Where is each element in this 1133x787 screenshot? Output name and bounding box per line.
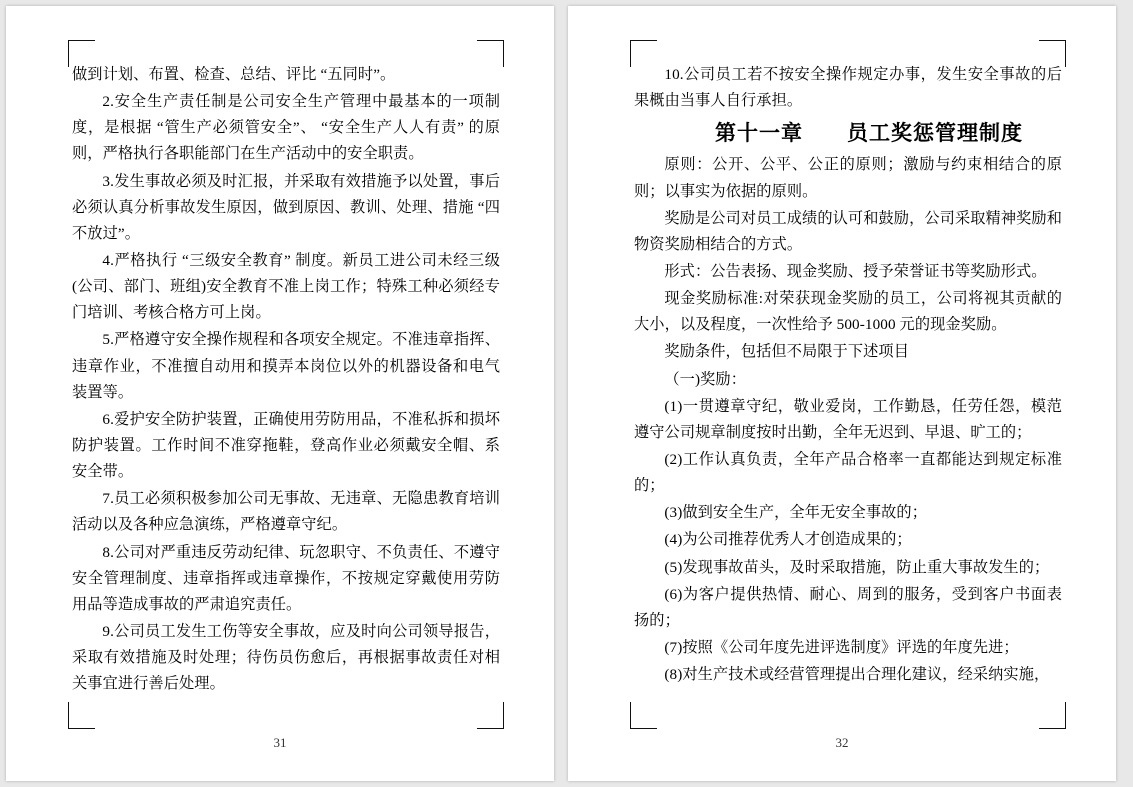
paragraph: 10.公司员工若不按安全操作规定办事，发生安全事故的后果概由当事人自行承担。 bbox=[634, 66, 1062, 110]
paragraph: 3.发生事故必须及时汇报，并采取有效措施予以处置，事后必须认真分析事故发生原因，做到原因、教训、处理、措施 “四不放过”。 bbox=[72, 172, 500, 242]
document-page-left bbox=[6, 6, 554, 781]
document-page-right bbox=[568, 6, 1116, 781]
paragraph: 4.严格执行 “三级安全教育” 制度。新员工进公司未经三级(公司、部门、班组)安全教育不准上岗工作；特殊工种必须经专门培训、考核合格方可上岗。 bbox=[72, 251, 500, 322]
paragraph: 5.严格遵守安全操作规程和各项安全规定。不准违章指挥、违章作业，不准擅自动用和摸弄本岗位以外的机器设备和电气装置等。 bbox=[72, 331, 500, 401]
paragraph: (5)发现事故苗头，及时采取措施，防止重大事故发生的； bbox=[664, 558, 1050, 576]
paragraph: 7.员工必须积极参加公司无事故、无违章、无隐患教育培训活动以及各种应急演练，严格遵章守纪。 bbox=[72, 490, 500, 534]
paragraph: (6)为客户提供热情、耐心、周到的服务，受到客户书面表扬的； bbox=[634, 585, 1062, 629]
paragraph: 6.爱护安全防护装置，正确使用劳防用品，不准私拆和损坏防护装置。工作时间不准穿拖鞋，登高作业必须戴安全帽、系安全带。 bbox=[72, 410, 500, 481]
paragraph: 做到计划、布置、检查、总结、评比 “五同时”。 bbox=[72, 66, 396, 83]
paragraph: （一)奖励： bbox=[664, 370, 746, 388]
paragraph: 现金奖励标准:对荣获现金奖励的员工，公司将视其贡献的大小，以及程度，一次性给予 500-1000 元的现金奖励。 bbox=[634, 290, 1062, 334]
page-number: 32 bbox=[835, 735, 849, 750]
paragraph: 2.安全生产责任制是公司安全生产管理中最基本的一项制度，是根据 “管生产必须管安全”、 “安全生产人人有责” 的原则，严格执行各职能部门在生产活动中的安全职责。 bbox=[72, 93, 500, 163]
paragraph: (3)做到安全生产，全年无安全事故的； bbox=[664, 504, 927, 522]
paragraph: 8.公司对严重违反劳动纪律、玩忽职守、不负责任、不遵守安全管理制度、违章指挥或违章操作，不按规定穿戴使用劳防用品等造成事故的严肃追究责任。 bbox=[72, 543, 500, 613]
paragraph: 9.公司员工发生工伤等安全事故，应及时向公司领导报告，采取有效措施及时处理；待伤员伤愈后，再根据事故责任对相关事宜进行善后处理。 bbox=[72, 622, 500, 693]
paragraph: (8)对生产技术或经营管理提出合理化建议，经采纳实施， bbox=[664, 666, 1050, 684]
page-body-left bbox=[72, 62, 500, 711]
paragraph: 形式：公告表扬、现金奖励、授予荣誉证书等奖励形式。 bbox=[664, 262, 1047, 280]
paragraph: 原则：公开、公平、公正的原则；激励与约束相结合的原则；以事实为依据的原则。 bbox=[634, 156, 1062, 200]
page-body-right bbox=[634, 62, 1062, 711]
paragraph: (7)按照《公司年度先进评选制度》评选的年度先进； bbox=[664, 638, 1019, 656]
paragraph: (1)一贯遵章守纪，敬业爱岗，工作勤恳，任劳任怨，模范遵守公司规章制度按时出勤，全年无迟到、早退、旷工的； bbox=[634, 397, 1062, 441]
page-number: 31 bbox=[273, 735, 287, 750]
paragraph: 奖励是公司对员工成绩的认可和鼓励，公司采取精神奖励和物资奖励相结合的方式。 bbox=[634, 209, 1062, 253]
paragraph: 奖励条件，包括但不局限于下述项目 bbox=[664, 343, 909, 361]
paragraph: (4)为公司推荐优秀人才创造成果的； bbox=[664, 531, 912, 549]
chapter-title: 第十一章 员工奖惩管理制度 bbox=[715, 121, 1023, 146]
paragraph: (2)工作认真负责，全年产品合格率一直都能达到规定标准的； bbox=[634, 450, 1062, 495]
